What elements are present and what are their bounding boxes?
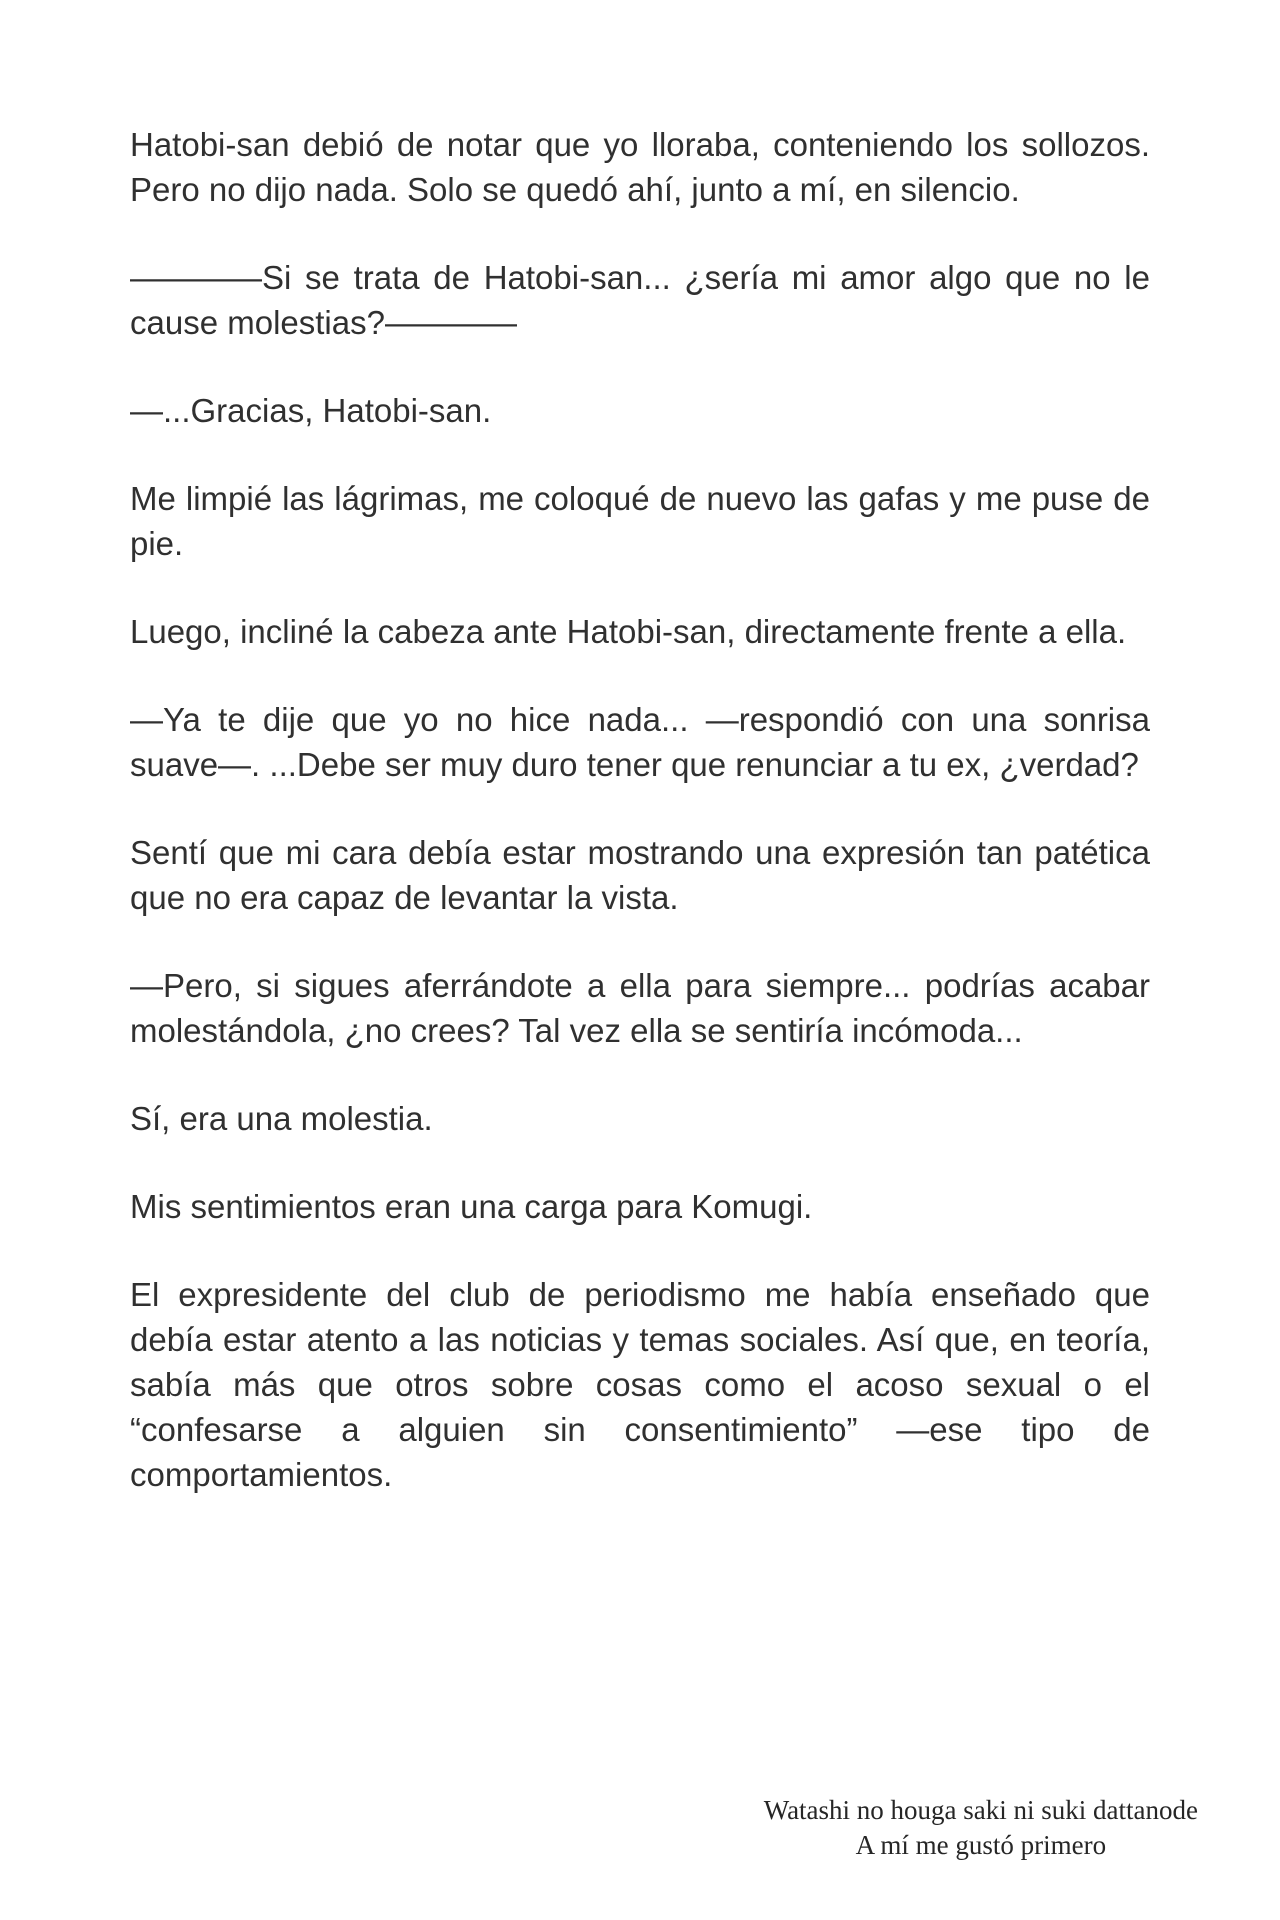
paragraph: ————Si se trata de Hatobi-san... ¿sería mi amor algo que no le cause molestias?———— — [130, 259, 1150, 341]
paragraph: Mis sentimientos eran una carga para Komugi. — [130, 1188, 813, 1225]
paragraph: —Ya te dije que yo no hice nada... —respondió con una sonrisa suave—. ...Debe ser muy duro tener que renunciar a tu ex, ¿verdad? — [130, 701, 1150, 783]
book-title-footer — [764, 1793, 1198, 1863]
paragraph: Me limpié las lágrimas, me coloqué de nuevo las gafas y me puse de pie. — [130, 480, 1150, 562]
paragraph: El expresidente del club de periodismo me había enseñado que debía estar atento a las noticias y temas sociales. Así que, en teoría, sabía más que otros sobre cosas como el acoso sexual o el “confesarse a alguien sin consentimiento” —ese tipo de comportamientos. — [130, 1276, 1150, 1493]
paragraph: —...Gracias, Hatobi-san. — [130, 392, 492, 429]
novel-text — [130, 122, 1150, 1540]
paragraph: Hatobi-san debió de notar que yo lloraba, conteniendo los sollozos. Pero no dijo nada. Solo se quedó ahí, junto a mí, en silencio. — [130, 126, 1150, 208]
paragraph: Sentí que mi cara debía estar mostrando una expresión tan patética que no era capaz de levantar la vista. — [130, 834, 1150, 916]
paragraph: Sí, era una molestia. — [130, 1100, 433, 1137]
paragraph: —Pero, si sigues aferrándote a ella para siempre... podrías acabar molestándola, ¿no crees? Tal vez ella se sentiría incómoda... — [130, 967, 1150, 1049]
footer-romaji-title: Watashi no houga saki ni suki dattanode — [763, 1795, 1198, 1825]
footer-spanish-title: A mí me gustó primero — [855, 1830, 1107, 1860]
paragraph: Luego, incliné la cabeza ante Hatobi-san, directamente frente a ella. — [130, 613, 1127, 650]
